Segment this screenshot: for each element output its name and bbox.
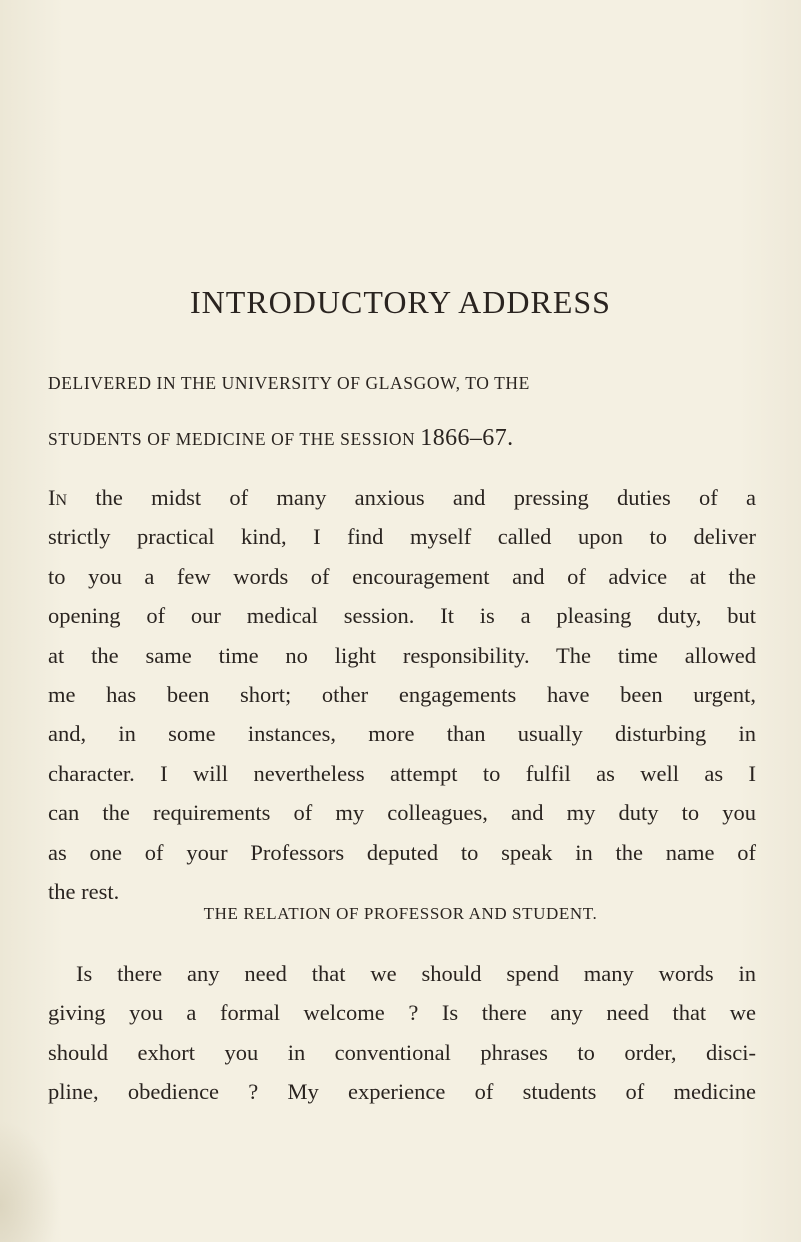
paragraph-line: can the requirements of my colleagues, and my duty to you — [48, 800, 756, 826]
paragraph-line: giving you a formal welcome ? Is there any need that we — [48, 1000, 756, 1026]
paragraph-line: as one of your Professors deputed to speak in the name of — [48, 839, 756, 865]
paragraph-1 — [48, 478, 756, 911]
paragraph-line — [48, 478, 756, 517]
paragraph-line: Is there any need that we should spend many words in — [76, 961, 756, 986]
subheading-line-2 — [48, 425, 748, 452]
paragraph-line: to you a few words of encouragement and of advice at the — [48, 563, 756, 589]
section-heading: THE RELATION OF PROFESSOR AND STUDENT. — [203, 904, 598, 923]
paragraph-line: and, in some instances, more than usually disturbing in — [48, 721, 756, 747]
paragraph-lead-word: In — [48, 485, 68, 510]
subheading-line-2-text: STUDENTS OF MEDICINE OF THE SESSION — [48, 429, 416, 449]
paragraph-line: opening of our medical session. It is a pleasing duty, but — [48, 603, 756, 629]
paragraph-line: strictly practical kind, I find myself called upon to deliver — [48, 524, 756, 550]
paragraph-line: me has been short; other engagements have been urgent, — [48, 681, 756, 707]
paper-stain — [0, 1120, 60, 1242]
page-title: INTRODUCTORY ADDRESS — [190, 284, 611, 320]
paragraph-line: pline, obedience ? My experience of students of medicine — [48, 1079, 756, 1105]
subheading-line-1: DELIVERED IN THE UNIVERSITY OF GLASGOW, TO THE — [48, 373, 530, 393]
paragraph-2 — [48, 954, 756, 1112]
paragraph-line: the rest. — [48, 878, 120, 904]
paragraph-line-text: the midst of many anxious and pressing duties of a — [67, 485, 756, 510]
paragraph-line: character. I will nevertheless attempt to fulfil as well as I — [48, 760, 756, 786]
paragraph-line: at the same time no light responsibility. The time allowed — [48, 642, 756, 668]
session-year: 1866–67. — [420, 425, 514, 451]
paragraph-line: should exhort you in conventional phrases to order, disci- — [48, 1039, 756, 1065]
